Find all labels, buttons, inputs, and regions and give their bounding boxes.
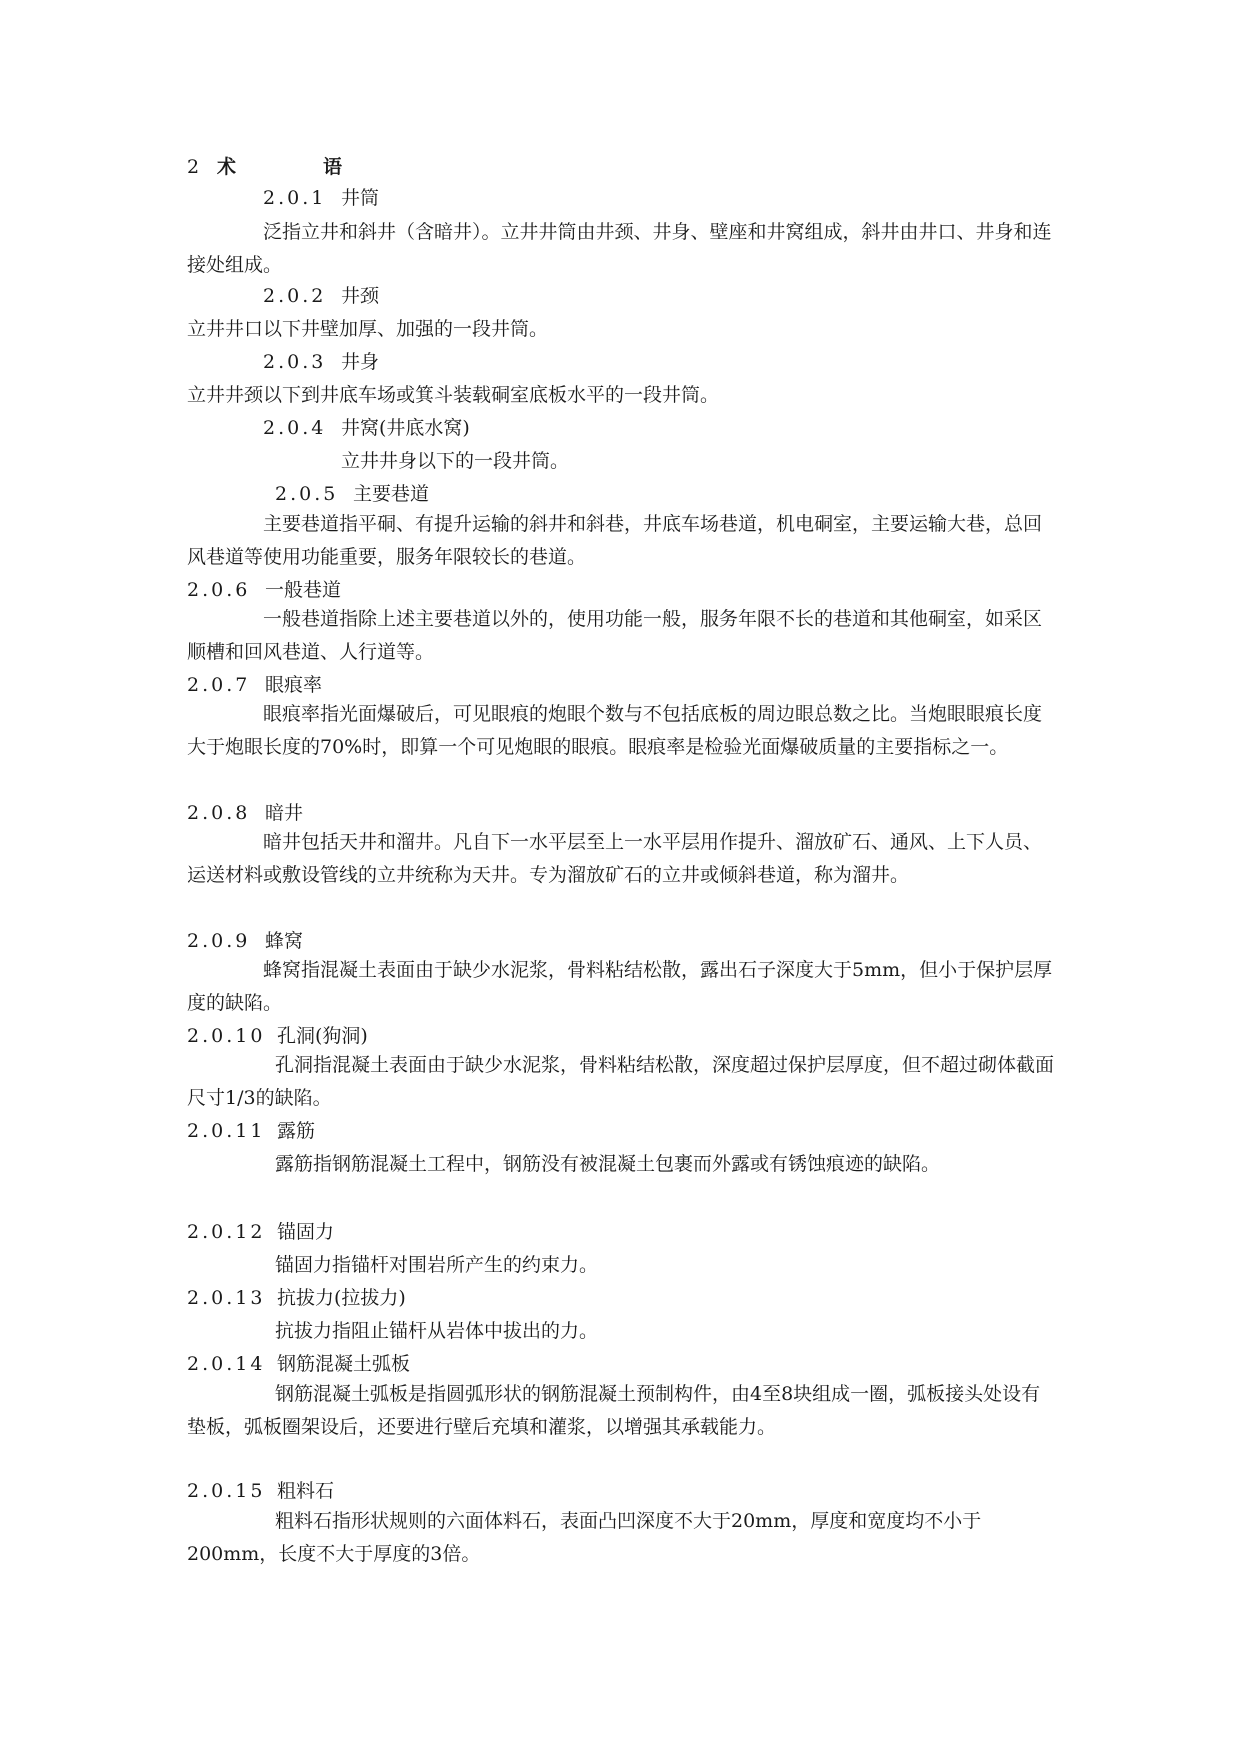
term-definition: 立井井颈以下到井底车场或箕斗装载硐室底板水平的一段井筒。 [187, 384, 720, 406]
term-heading [187, 1479, 334, 1503]
term-number: 2.0.5 [275, 483, 339, 505]
term-name: 抗拔力(拉拔力) [277, 1287, 406, 1309]
term-definition: 泛指立井和斜井（含暗井）。立井井筒由井颈、井身、壁座和井窝组成，斜井由井口、井身和连接处组成。 [187, 221, 1052, 276]
term-number: 2.0.2 [263, 285, 327, 307]
term-heading [263, 284, 379, 308]
term-name: 井颈 [341, 285, 380, 307]
term-number: 2.0.4 [263, 417, 327, 439]
term-definition: 孔洞指混凝土表面由于缺少水泥浆，骨料粘结松散，深度超过保护层厚度，但不超过砌体截面尺寸1/3的缺陷。 [187, 1054, 1055, 1109]
term-name: 粗料石 [277, 1480, 335, 1502]
term-heading [187, 1024, 368, 1048]
term-number: 2.0.7 [187, 674, 251, 696]
term-heading [187, 1220, 334, 1244]
term-number: 2.0.3 [263, 351, 327, 373]
term-name: 钢筋混凝土弧板 [277, 1353, 411, 1375]
term-definition: 眼痕率指光面爆破后，可见眼痕的炮眼个数与不包括底板的周边眼总数之比。当炮眼眼痕长度大于炮眼长度的70%时，即算一个可见炮眼的眼痕。眼痕率是检验光面爆破质量的主要指标之一。 [187, 703, 1043, 758]
term-name: 锚固力 [277, 1221, 335, 1243]
term-definition: 立井井身以下的一段井筒。 [341, 450, 570, 472]
term-name: 主要巷道 [353, 483, 430, 505]
term-heading [263, 186, 379, 210]
term-heading [187, 673, 322, 697]
term-definition: 钢筋混凝土弧板是指圆弧形状的钢筋混凝土预制构件，由4至8块组成一圈，弧板接头处设有垫板，弧板圈架设后，还要进行壁后充填和灌浆，以增强其承载能力。 [187, 1383, 1041, 1438]
term-number: 2.0.8 [187, 802, 251, 824]
section-title: 术 语 [217, 156, 377, 178]
term-number: 2.0.11 [187, 1120, 266, 1142]
term-number: 2.0.14 [187, 1353, 266, 1375]
term-definition: 立井井口以下井壁加厚、加强的一段井筒。 [187, 318, 549, 340]
term-number: 2.0.1 [263, 187, 327, 209]
term-number: 2.0.10 [187, 1025, 266, 1047]
term-heading [187, 1352, 410, 1376]
term-number: 2.0.6 [187, 579, 251, 601]
term-definition: 锚固力指锚杆对围岩所产生的约束力。 [275, 1254, 599, 1276]
section-heading [187, 155, 376, 179]
term-number: 2.0.12 [187, 1221, 266, 1243]
term-name: 井窝(井底水窝) [341, 417, 470, 439]
term-definition: 暗井包括天井和溜井。凡自下一水平层至上一水平层用作提升、溜放矿石、通风、上下人员、运送材料或敷设管线的立井统称为天井。专为溜放矿石的立井或倾斜巷道，称为溜井。 [187, 831, 1043, 886]
term-name: 眼痕率 [265, 674, 323, 696]
term-number: 2.0.15 [187, 1480, 266, 1502]
term-heading [263, 350, 379, 374]
term-definition: 蜂窝指混凝土表面由于缺少水泥浆，骨料粘结松散，露出石子深度大于5mm，但小于保护层厚度的缺陷。 [187, 959, 1053, 1014]
term-name: 井身 [341, 351, 380, 373]
term-heading [187, 1286, 406, 1310]
term-heading [187, 801, 303, 825]
term-heading [275, 482, 429, 506]
term-number: 2.0.9 [187, 930, 251, 952]
term-name: 一般巷道 [265, 579, 342, 601]
term-number: 2.0.13 [187, 1287, 266, 1309]
term-definition: 抗拔力指阻止锚杆从岩体中拔出的力。 [275, 1320, 599, 1342]
term-name: 孔洞(狗洞) [277, 1025, 368, 1047]
term-name: 井筒 [341, 187, 380, 209]
term-definition: 粗料石指形状规则的六面体料石，表面凸凹深度不大于20mm，厚度和宽度均不小于200mm，长度不大于厚度的3倍。 [187, 1510, 982, 1565]
term-heading [187, 929, 303, 953]
term-definition: 一般巷道指除上述主要巷道以外的，使用功能一般，服务年限不长的巷道和其他硐室，如采区顺槽和回风巷道、人行道等。 [187, 608, 1043, 663]
term-name: 露筋 [277, 1120, 316, 1142]
term-heading [187, 578, 341, 602]
term-definition: 主要巷道指平硐、有提升运输的斜井和斜巷，井底车场巷道，机电硐室，主要运输大巷，总回风巷道等使用功能重要，服务年限较长的巷道。 [187, 513, 1043, 568]
section-number: 2 [187, 156, 200, 178]
term-heading [263, 416, 470, 440]
term-name: 暗井 [265, 802, 304, 824]
term-name: 蜂窝 [265, 930, 304, 952]
term-definition: 露筋指钢筋混凝土工程中，钢筋没有被混凝土包裹而外露或有锈蚀痕迹的缺陷。 [275, 1153, 941, 1175]
term-heading [187, 1119, 315, 1143]
